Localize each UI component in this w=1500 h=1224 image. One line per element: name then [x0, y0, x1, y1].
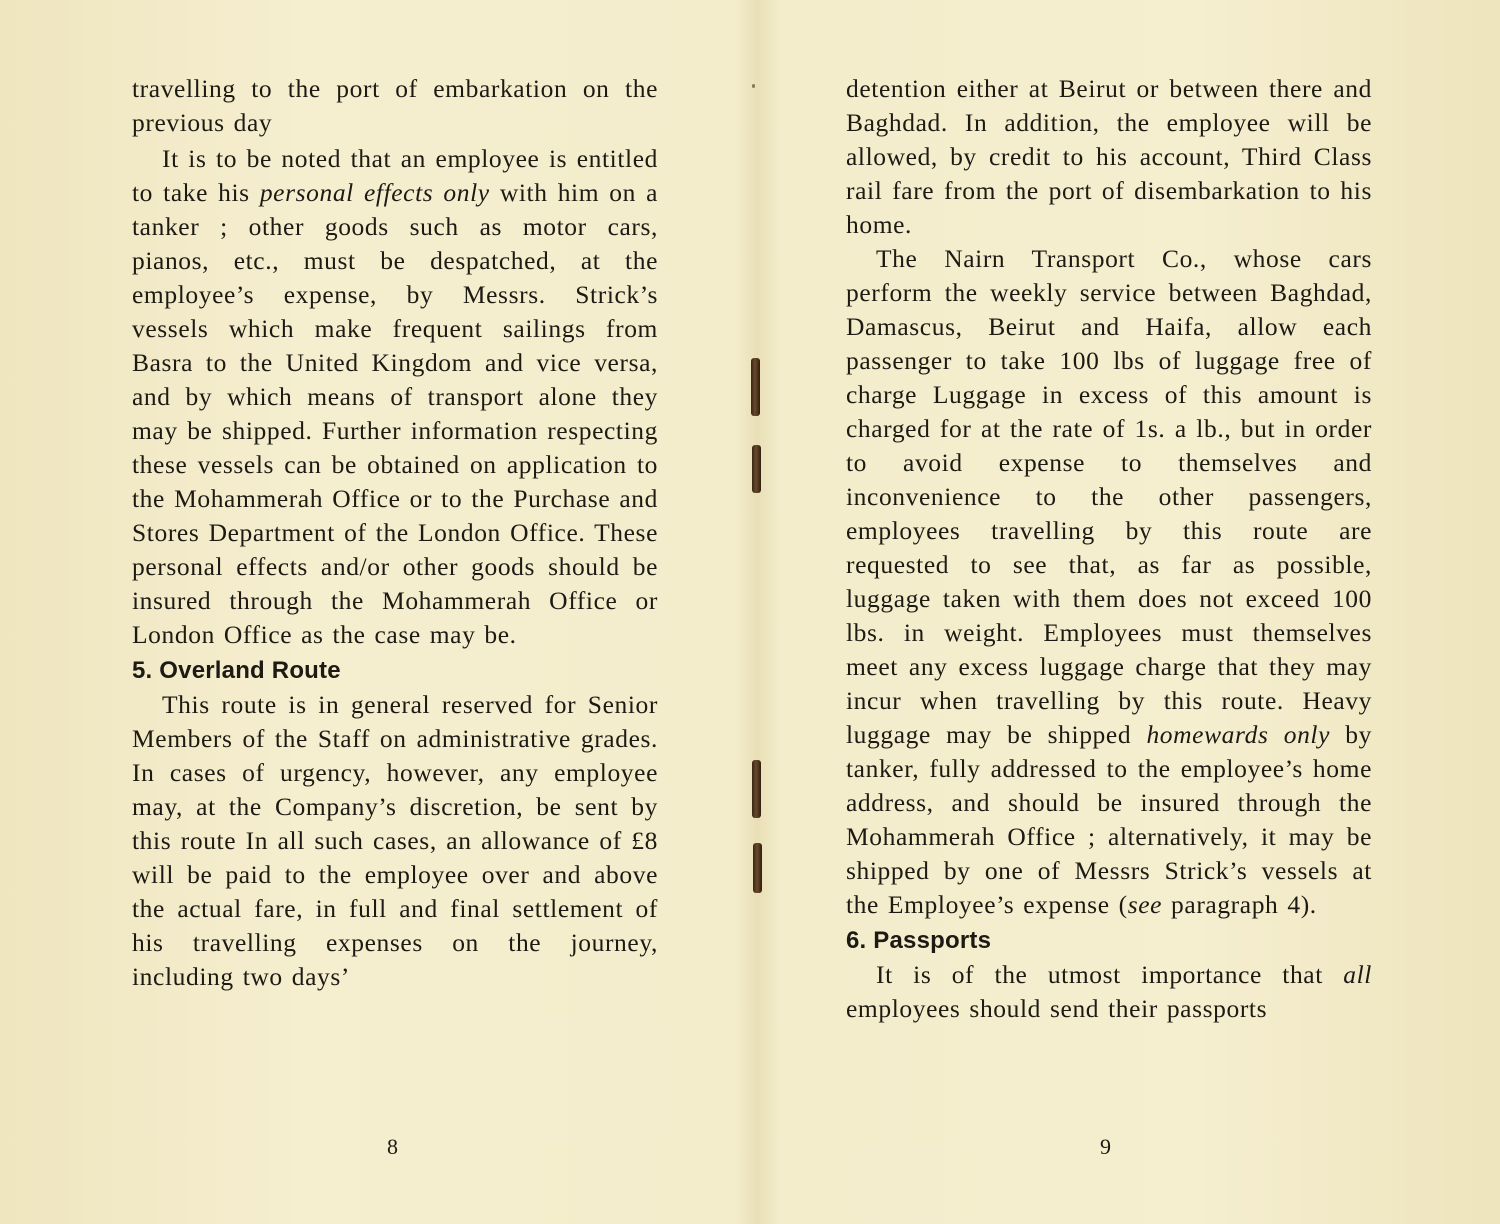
paragraph-continuation: travelling to the port of embarkation on the previous day — [132, 74, 658, 137]
fold-mark — [752, 84, 755, 88]
paragraph-passports — [846, 958, 1372, 1026]
text-run: The Nairn Transport Co., whose cars perform the weekly service between Baghdad, Damascus, Beirut and Haifa, allow each passenger to take 100 lbs of luggage free of charge Luggage in excess of this amount is charged for at the rate of 1s. a lb., but in order to avoid expense to themselves and inconvenience to the other passengers, employees travelling by this route are requested to see that, as far as possible, luggage taken with them does not exceed 100 lbs. in weight. Employees must themselves meet any excess luggage charge that they may incur when travelling by this route. Heavy luggage may be shipped — [846, 244, 1372, 749]
emphasis-text: see — [1127, 890, 1163, 919]
page-number-left: 8 — [387, 1134, 398, 1159]
section-heading-passports: 6. Passports — [846, 927, 992, 954]
paragraph-nairn-transport — [846, 242, 1372, 922]
staple-lower-1 — [752, 760, 761, 818]
emphasis-text: homewards only — [1146, 720, 1331, 749]
section-heading-overland-route: 5. Overland Route — [132, 657, 341, 684]
paragraph-overland-route: This route is in general reserved for Senior Members of the Staff on administrative grades. In cases of urgency, however, any employee may, at the Company’s discretion, be sent by this route In all such cases, an allowance of £8 will be paid to the employee over and above the actual fare, in full and final settlement of his travelling expenses on the journey, including two days’ — [132, 690, 658, 991]
page-number-right: 9 — [1100, 1134, 1111, 1159]
text-run: It is of the utmost importance that — [876, 960, 1344, 989]
right-page — [846, 72, 1372, 1026]
emphasis-text: personal effects only — [259, 178, 490, 207]
text-run: It is to be noted that an employee is entitled to take his — [132, 144, 658, 207]
text-run: paragraph 4). — [1162, 890, 1317, 919]
emphasis-text: all — [1343, 960, 1372, 989]
text-run: by tanker, fully addressed to the employee’s home address, and should be insured through the Mohammerah Office ; alternatively, it may be shipped by one of Messrs Strick’s vessels at the Employee’s expense ( — [846, 720, 1372, 919]
paragraph-detention: detention either at Beirut or between there and Baghdad. In addition, the employee will be allowed, by credit to his account, Third Class rail fare from the port of disembarkation to his home. — [846, 74, 1372, 239]
left-page — [132, 72, 658, 994]
staple-lower-2 — [753, 843, 762, 893]
staple-upper-1 — [751, 358, 760, 416]
staple-upper-2 — [752, 445, 761, 493]
text-run: with him on a tanker ; other goods such as motor cars, pianos, etc., must be despatched, at the employee’s expense, by Messrs. Strick’s vessels which make frequent sailings from Basra to the United Kingdom and vice versa, and by which means of transport alone they may be shipped. Further information respecting these vessels can be obtained on application to the Mohammerah Office or to the Purchase and Stores Department of the London Office. These personal effects and/or other goods should be insured through the Mohammerah Office or London Office as the case may be. — [132, 178, 659, 649]
text-run: employees should send their passports — [846, 994, 1268, 1023]
paragraph-personal-effects — [132, 142, 658, 652]
